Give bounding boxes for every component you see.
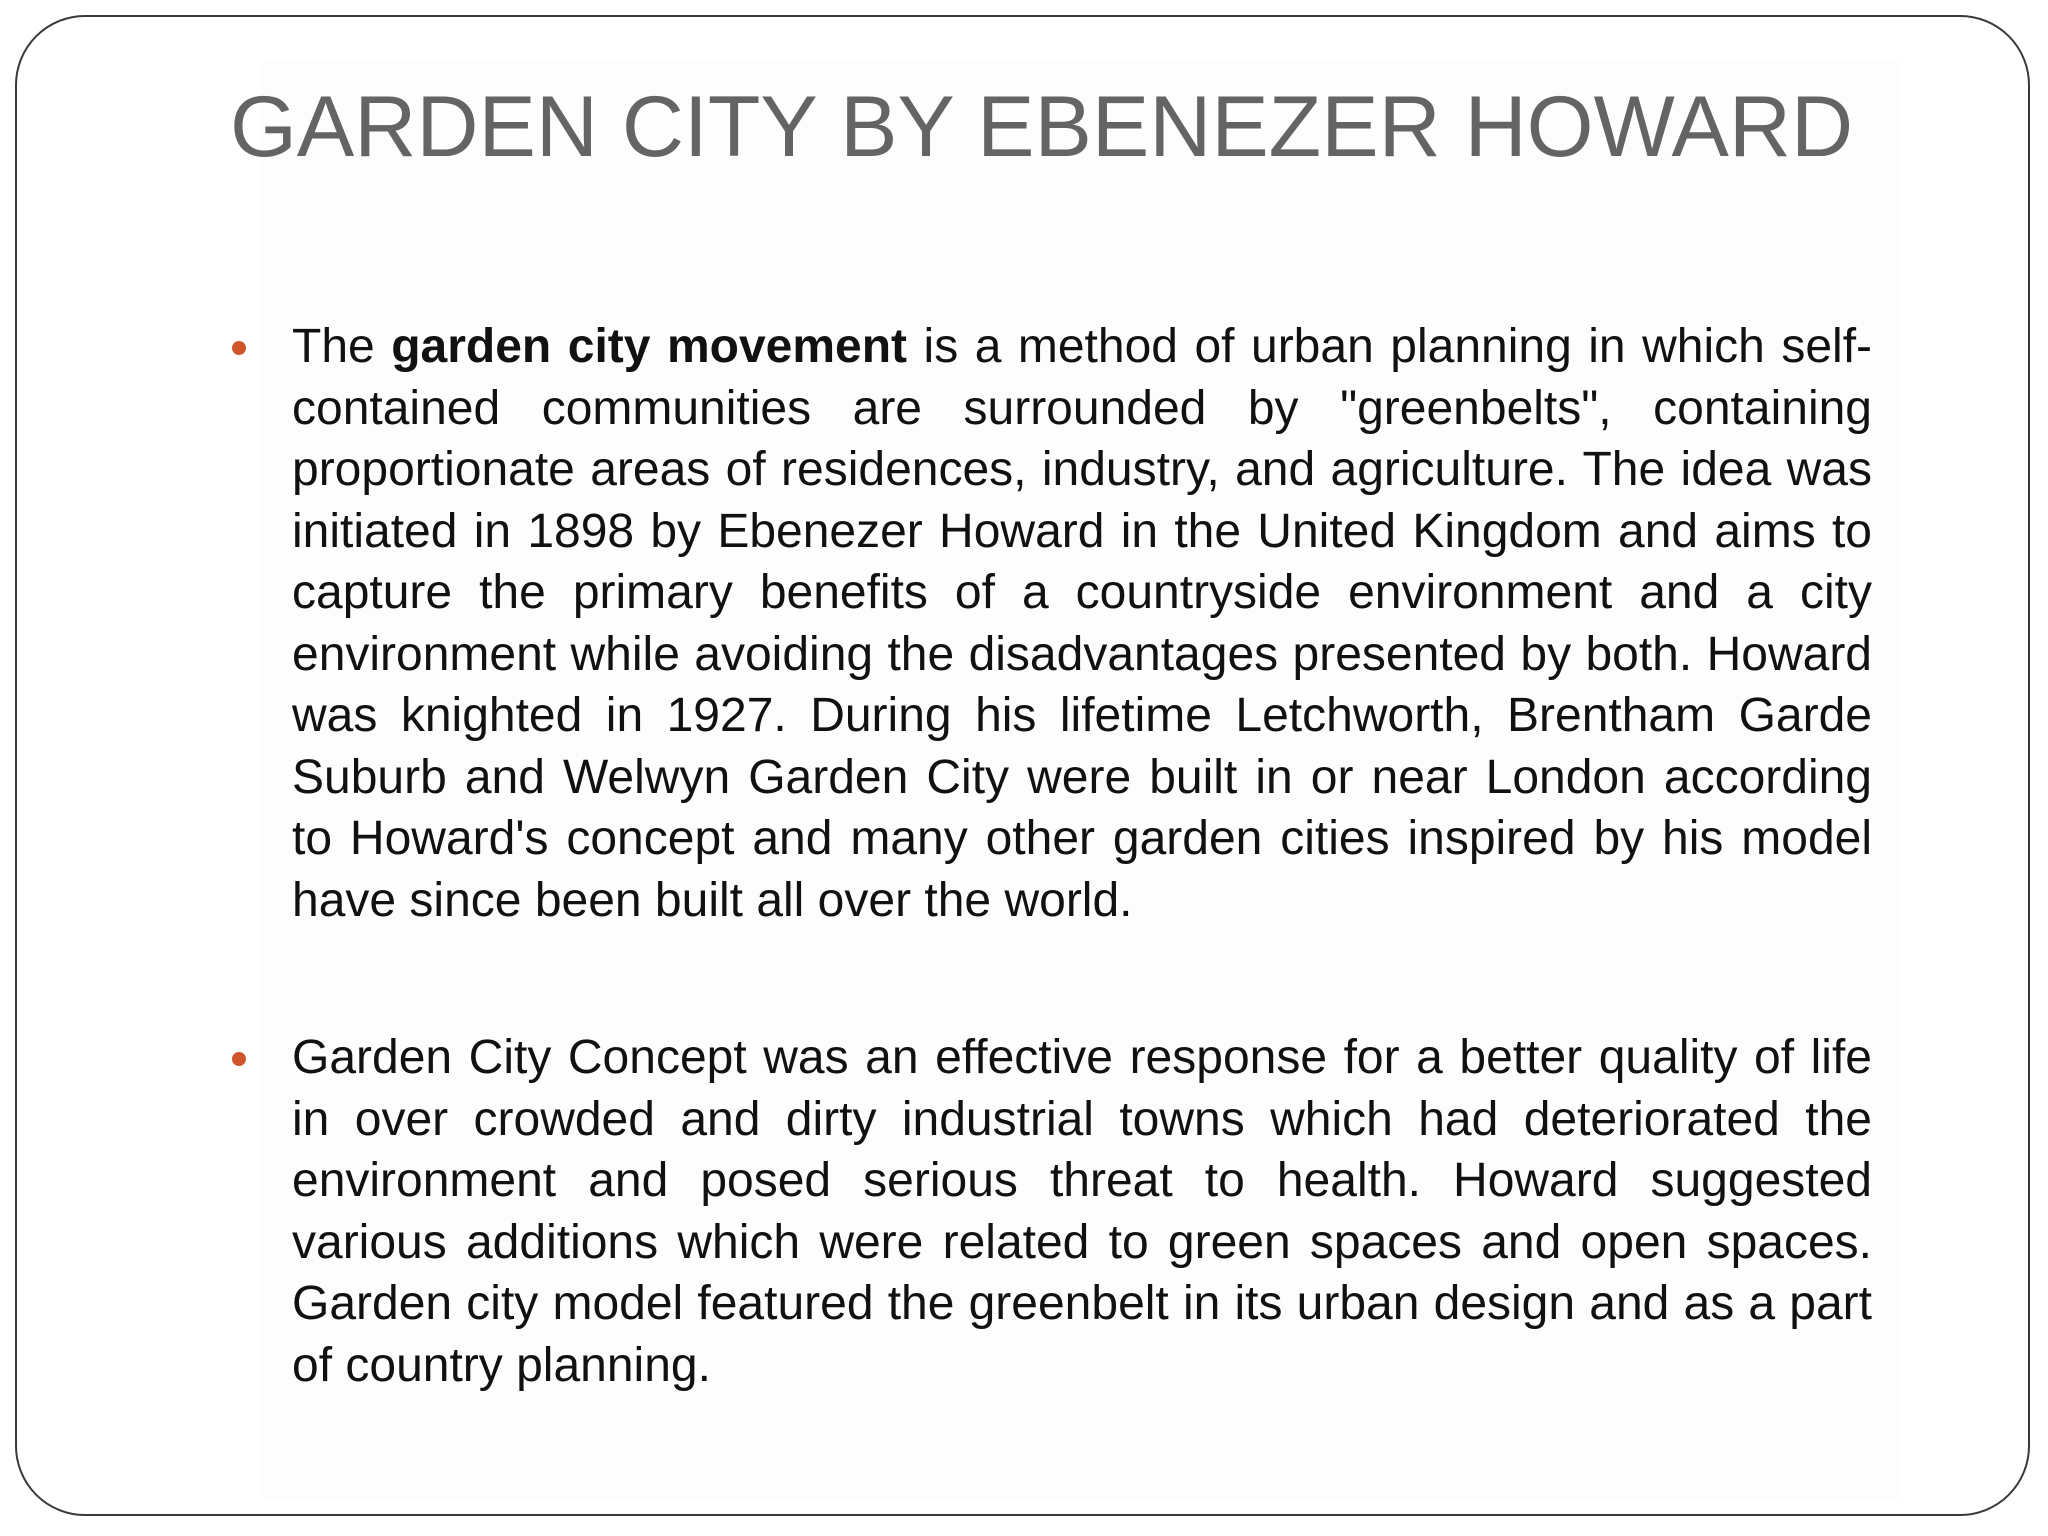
bullet-item bbox=[230, 1027, 1872, 1396]
bullet-dot-icon bbox=[232, 341, 246, 355]
bullet-body-text: Garden City Concept was an effective response for a better quality of life in over crowded and dirty industrial towns which had deteriorated the environment and posed serious threat to health. Howard suggested various additions which were related to green spaces and open spaces. Garden city model featured the greenbelt in its urban design and as a part of country planning. bbox=[292, 1031, 1872, 1392]
bullet-body-text: is a method of urban planning in which self-contained communities are surrounded by "greenbelts", containing proportionate areas of residences, industry, and agriculture. The idea was initiated in 1898 by Ebenezer Howard in the United Kingdom and aims to capture the primary benefits of a countryside environment and a city environment while avoiding the disadvantages presented by both. Howard was knighted in 1927. During his lifetime Letchworth, Brentham Garde Suburb and Welwyn Garden City were built in or near London according to Howard's concept and many other garden cities inspired by his model have since been built all over the world. bbox=[292, 320, 1873, 927]
bullet-bold-term: garden city movement bbox=[391, 320, 908, 373]
slide-title: GARDEN CITY BY EBENEZER HOWARD bbox=[230, 79, 1854, 175]
bullet-lead-text: The bbox=[292, 320, 392, 373]
bullet-item bbox=[230, 316, 1872, 931]
bullet-dot-icon bbox=[232, 1052, 246, 1066]
bullet-list bbox=[230, 316, 1872, 1396]
